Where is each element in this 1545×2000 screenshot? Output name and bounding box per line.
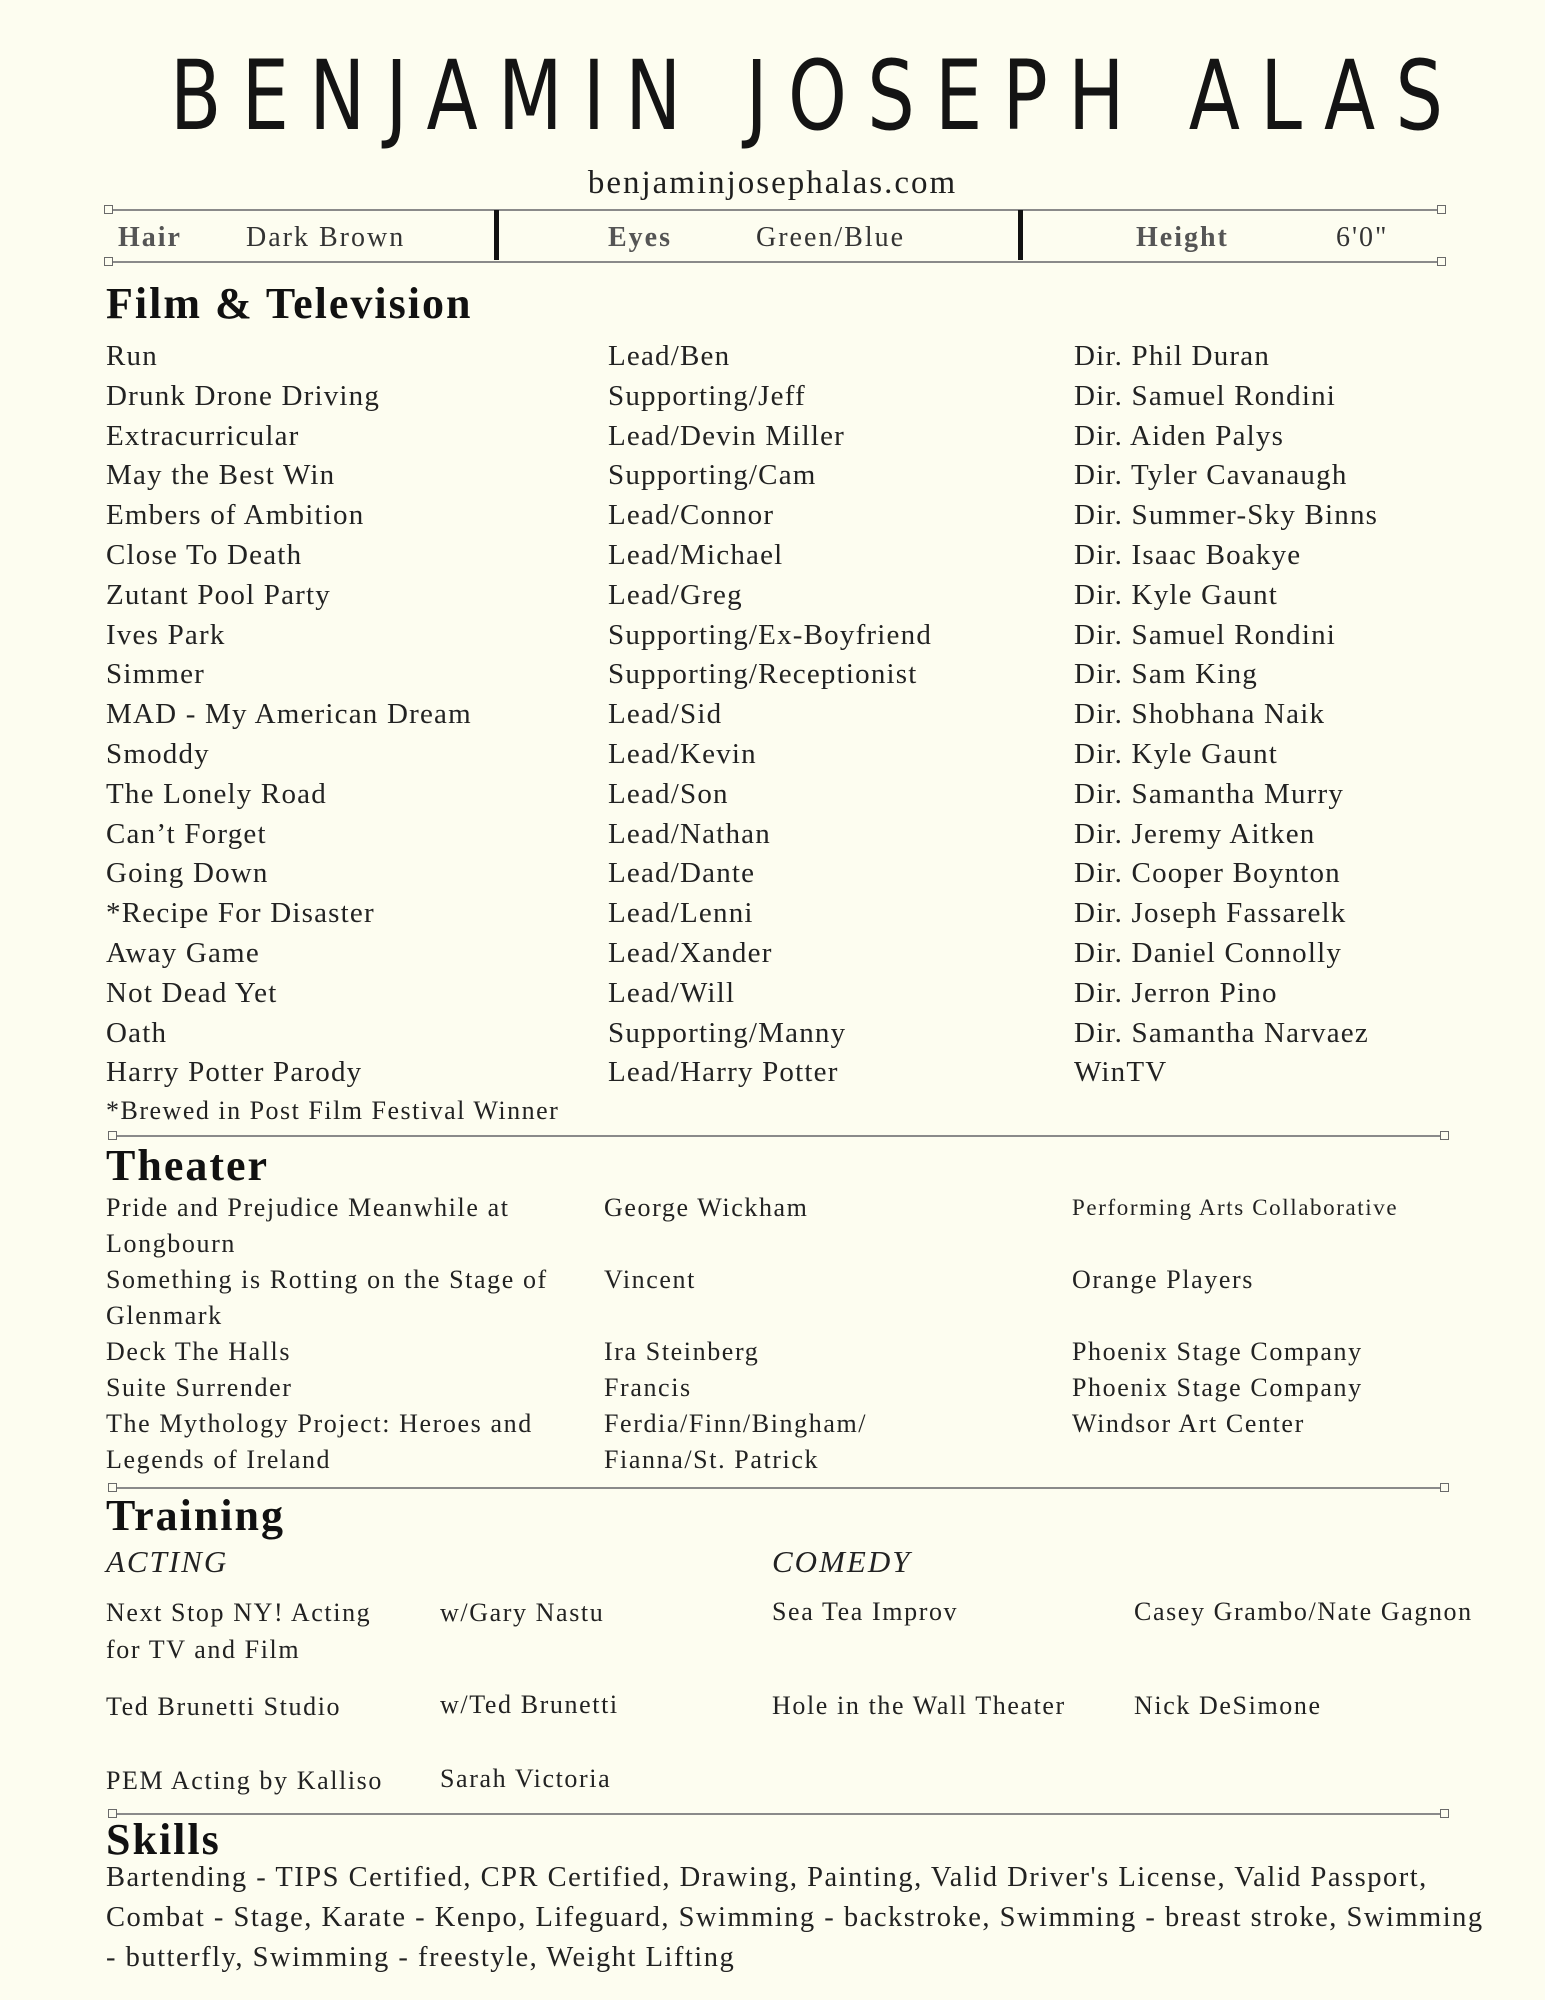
acting-school: Ted Brunetti Studio — [106, 1692, 342, 1721]
film-role: Lead/Devin Miller — [608, 419, 846, 452]
film-credit-row — [0, 857, 1545, 897]
film-role: Supporting/Receptionist — [608, 658, 918, 691]
film-title: Oath — [106, 1016, 168, 1049]
film-role: Lead/Son — [608, 777, 729, 810]
film-role: Lead/Connor — [608, 499, 775, 532]
film-director: Dir. Samantha Murry — [1074, 777, 1345, 810]
film-director: WinTV — [1074, 1056, 1168, 1089]
film-director: Dir. Shobhana Naik — [1074, 698, 1326, 731]
film-title: MAD - My American Dream — [106, 698, 472, 731]
comedy-teacher: Nick DeSimone — [1134, 1691, 1322, 1720]
comedy-teacher: Casey Grambo/Nate Gagnon — [1134, 1597, 1473, 1626]
comedy-school: Hole in the Wall Theater — [772, 1691, 1066, 1720]
theater-company: Phoenix Stage Company — [1072, 1373, 1363, 1402]
film-role: Lead/Nathan — [608, 817, 771, 850]
skills-section-title: Skills — [106, 1815, 221, 1864]
film-title: *Recipe For Disaster — [106, 897, 375, 930]
film-credit-row — [0, 1017, 1545, 1057]
film-credit-row — [0, 658, 1545, 698]
divider-line — [112, 1813, 1444, 1815]
film-credit-row — [0, 420, 1545, 460]
theater-company: Orange Players — [1072, 1265, 1254, 1294]
film-title: Smoddy — [106, 738, 210, 770]
film-title: Drunk Drone Driving — [106, 379, 381, 412]
rule-handle-icon — [1440, 1131, 1449, 1140]
film-director: Dir. Samuel Rondini — [1074, 618, 1337, 651]
hair-value: Dark Brown — [246, 222, 406, 253]
film-role: Lead/Will — [608, 976, 736, 1009]
film-director: Dir. Summer-Sky Binns — [1074, 499, 1379, 532]
film-role: Supporting/Manny — [608, 1016, 847, 1049]
acting-school: Next Stop NY! Acting for TV and Film — [106, 1598, 372, 1664]
theater-role: Ira Steinberg — [604, 1337, 760, 1366]
comedy-heading: COMEDY — [772, 1544, 912, 1579]
divider-line — [112, 1487, 1444, 1489]
film-credit-row — [0, 499, 1545, 539]
film-credit-row — [0, 818, 1545, 858]
film-title: Extracurricular — [106, 419, 300, 452]
film-director: Dir. Kyle Gaunt — [1074, 578, 1279, 611]
film-title: Simmer — [106, 658, 206, 691]
film-credit-row — [0, 778, 1545, 818]
theater-role: George Wickham — [604, 1193, 809, 1222]
theater-show: Pride and Prejudice Meanwhile at Longbourn — [106, 1193, 510, 1258]
film-director: Dir. Jeremy Aitken — [1074, 817, 1316, 850]
film-section-title: Film & Television — [106, 279, 473, 328]
rule-handle-icon — [1440, 1483, 1449, 1492]
hair-label: Hair — [118, 222, 182, 253]
actor-name: BENJAMIN JOSEPH ALAS — [169, 40, 1464, 152]
training-section-title: Training — [106, 1491, 286, 1540]
film-credit-row — [0, 937, 1545, 977]
film-credit-row — [0, 897, 1545, 937]
film-role: Supporting/Ex-Boyfriend — [608, 618, 933, 651]
film-credit-row — [0, 380, 1545, 420]
film-director: Dir. Cooper Boynton — [1074, 857, 1341, 890]
rule-handle-icon — [1440, 1809, 1449, 1818]
film-role: Lead/Harry Potter — [608, 1056, 839, 1089]
film-director: Dir. Samuel Rondini — [1074, 379, 1337, 412]
theater-show: Something is Rotting on the Stage of Glenmark — [106, 1265, 548, 1330]
film-role: Lead/Lenni — [608, 897, 754, 930]
theater-show: Deck The Halls — [106, 1337, 292, 1366]
film-footnote: *Brewed in Post Film Festival Winner — [106, 1096, 560, 1125]
film-role: Lead/Greg — [608, 578, 743, 611]
film-director: Dir. Joseph Fassarelk — [1074, 897, 1347, 930]
theater-show: The Mythology Project: Heroes and Legends of Ireland — [106, 1409, 533, 1474]
acting-teacher: Sarah Victoria — [440, 1764, 612, 1793]
stat-separator — [494, 210, 499, 260]
height-value: 6'0" — [1336, 222, 1389, 253]
film-role: Lead/Ben — [608, 340, 731, 372]
stat-separator — [1018, 210, 1023, 260]
film-role: Supporting/Cam — [608, 459, 817, 492]
film-credit-row — [0, 977, 1545, 1017]
film-role: Lead/Xander — [608, 937, 773, 969]
comedy-school: Sea Tea Improv — [772, 1597, 959, 1626]
film-director: Dir. Tyler Cavanaugh — [1074, 459, 1348, 492]
stats-bar — [108, 210, 1448, 262]
theater-section-title: Theater — [106, 1141, 270, 1190]
theater-show: Suite Surrender — [106, 1373, 293, 1402]
film-director: Dir. Aiden Palys — [1074, 419, 1285, 452]
film-role: Supporting/Jeff — [608, 379, 806, 412]
website-link[interactable]: benjaminjosephalas.com — [587, 165, 958, 201]
film-credit-row — [0, 619, 1545, 659]
film-title: Ives Park — [106, 618, 226, 651]
theater-role: Francis — [604, 1373, 692, 1402]
film-role: Lead/Dante — [608, 857, 756, 890]
film-credit-row — [0, 579, 1545, 619]
film-title: Embers of Ambition — [106, 499, 365, 532]
eyes-value: Green/Blue — [756, 222, 906, 253]
film-director: Dir. Phil Duran — [1074, 340, 1271, 372]
film-title: Not Dead Yet — [106, 976, 278, 1009]
theater-role: Vincent — [604, 1265, 696, 1294]
film-credit-row — [0, 340, 1545, 380]
film-director: Dir. Sam King — [1074, 658, 1258, 691]
film-director: Dir. Isaac Boakye — [1074, 539, 1302, 571]
film-credit-row — [0, 698, 1545, 738]
film-title: Run — [106, 340, 158, 372]
film-title: Can’t Forget — [106, 817, 267, 850]
acting-school: PEM Acting by Kalliso — [106, 1766, 383, 1795]
film-role: Lead/Kevin — [608, 738, 757, 770]
film-title: Away Game — [106, 937, 260, 969]
theater-role: Ferdia/Finn/Bingham/ Fianna/St. Patrick — [604, 1409, 868, 1474]
acting-teacher: w/Gary Nastu — [440, 1598, 605, 1627]
film-title: Zutant Pool Party — [106, 578, 332, 611]
film-credit-row — [0, 539, 1545, 579]
film-director: Dir. Jerron Pino — [1074, 976, 1278, 1009]
acting-teacher: w/Ted Brunetti — [440, 1690, 619, 1719]
film-role: Lead/Sid — [608, 698, 723, 731]
film-credit-row — [0, 738, 1545, 778]
theater-company: Phoenix Stage Company — [1072, 1337, 1363, 1366]
theater-company: Windsor Art Center — [1072, 1409, 1305, 1438]
film-title: May the Best Win — [106, 459, 336, 492]
film-title: The Lonely Road — [106, 777, 327, 810]
eyes-label: Eyes — [608, 222, 672, 253]
film-title: Close To Death — [106, 539, 303, 571]
height-label: Height — [1136, 222, 1229, 253]
film-credit-row — [0, 459, 1545, 499]
rule-handle-icon — [108, 1131, 117, 1140]
film-title: Going Down — [106, 857, 269, 890]
film-director: Dir. Kyle Gaunt — [1074, 738, 1279, 770]
acting-heading: ACTING — [106, 1544, 229, 1579]
film-credit-row — [0, 1056, 1545, 1096]
film-director: Dir. Samantha Narvaez — [1074, 1016, 1369, 1049]
theater-company: Performing Arts Collaborative — [1072, 1195, 1399, 1220]
divider-line — [112, 1135, 1444, 1137]
film-director: Dir. Daniel Connolly — [1074, 937, 1343, 969]
skills-text: Bartending - TIPS Certified, CPR Certified, Drawing, Painting, Valid Driver's License, Valid Passport, Combat - Stage, Karate - Kenpo, Lifeguard, Swimming - backstroke, Swimming - breast stroke, Swimming - butterfly, Swimming - freestyle, Weight Lifting — [106, 1862, 1484, 1973]
film-title: Harry Potter Parody — [106, 1056, 363, 1089]
film-role: Lead/Michael — [608, 539, 784, 571]
